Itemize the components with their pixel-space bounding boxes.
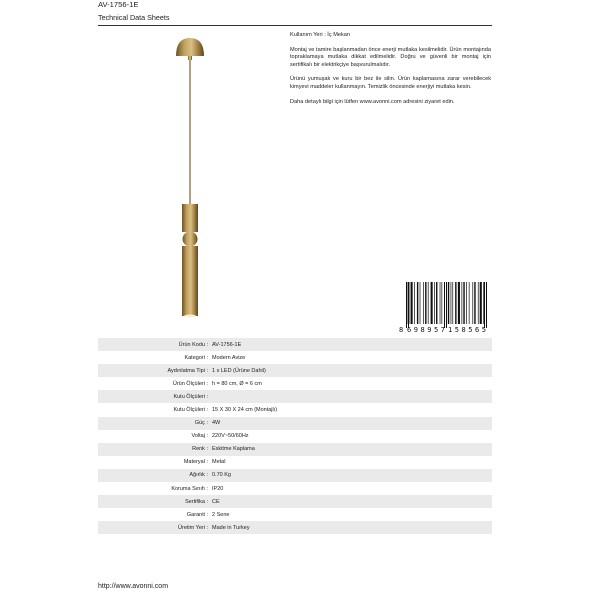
spec-label: Garanti :	[186, 511, 208, 518]
barcode-bar	[451, 282, 452, 324]
barcode-bar	[478, 282, 479, 324]
spec-row	[98, 482, 492, 495]
spec-label: Kategori :	[184, 354, 208, 361]
spec-row	[98, 430, 492, 443]
header-divider	[98, 25, 492, 26]
spec-label: Ürün Ölçüleri :	[172, 380, 208, 387]
barcode-guard-bar	[444, 282, 445, 328]
barcode-bar	[441, 282, 442, 324]
spec-label: Ağırlık :	[189, 472, 208, 479]
barcode-digit-first: 8	[399, 326, 404, 334]
spec-label: Kutu Ölçüleri :	[173, 407, 208, 414]
barcode-bar	[431, 282, 433, 324]
barcode-bar	[455, 282, 456, 324]
spec-label: Koruma Sınıfı :	[171, 485, 208, 492]
spec-label: Materyal :	[183, 459, 208, 466]
barcode-bar	[423, 282, 424, 324]
barcode-bar	[414, 282, 415, 324]
spec-label: Voltaj :	[191, 433, 208, 440]
website-url[interactable]: http://www.avonni.com	[98, 583, 169, 590]
spec-value: CE	[212, 498, 220, 505]
spec-row	[98, 364, 492, 377]
barcode-bar	[428, 282, 429, 324]
spec-value: AV-1756-1E	[212, 341, 242, 348]
spec-label: Üretim Yeri :	[178, 524, 208, 531]
spec-label: Sertifika :	[185, 498, 208, 505]
barcode	[398, 280, 490, 334]
spec-value: Modern Avize	[212, 354, 246, 361]
spec-row	[98, 495, 492, 508]
spec-value: Eskitme Kaplama	[212, 446, 255, 453]
barcode-digits-left: 698957	[407, 326, 445, 334]
barcode-bar	[458, 282, 460, 324]
spec-label: Renk :	[192, 446, 208, 453]
barcode-bar	[440, 282, 441, 324]
spec-value: 4W	[212, 420, 221, 427]
spec-label: Ürün Kodu :	[178, 341, 208, 348]
usage-info	[290, 32, 491, 113]
spec-value: 0.70 Kg	[212, 472, 231, 479]
spec-row	[98, 443, 492, 456]
barcode-bar	[483, 282, 484, 324]
barcode-guard-bar	[406, 282, 407, 328]
pendant-lamp-icon	[160, 36, 220, 326]
spec-label: Kutu Ölçüleri :	[173, 393, 208, 400]
spec-row	[98, 403, 492, 416]
spec-row	[98, 508, 492, 521]
barcode-bar	[417, 282, 418, 324]
barcode-bar	[463, 282, 464, 324]
spec-row	[98, 469, 492, 482]
barcode-guard-bar	[486, 282, 487, 328]
spec-row	[98, 351, 492, 364]
barcode-bar	[472, 282, 473, 324]
product-code-title: AV-1756-1E	[98, 0, 139, 9]
barcode-bar	[420, 282, 421, 324]
barcode-guard-bar	[446, 282, 447, 328]
spec-value: Metal	[212, 459, 226, 466]
spec-value: Made in Turkey	[212, 524, 250, 531]
barcode-guard-bar	[408, 282, 409, 328]
barcode-bar	[452, 282, 453, 324]
spec-row	[98, 521, 492, 534]
barcode-bar	[474, 282, 475, 324]
barcode-guard-bar	[484, 282, 485, 328]
spec-row	[98, 390, 492, 403]
barcode-bar	[436, 282, 437, 324]
spec-label: Güç :	[194, 420, 208, 427]
spec-value: 15 X 30 X 24 cm (Montajlı)	[212, 407, 278, 414]
barcode-digits-right: 158565	[448, 326, 486, 334]
spec-row	[98, 377, 492, 390]
barcode-bars	[406, 282, 487, 328]
barcode-bar	[434, 282, 435, 324]
spec-value: IP20	[212, 485, 224, 492]
spec-value: 2 Sene	[212, 511, 230, 518]
barcode-bar	[462, 282, 463, 324]
spec-row	[98, 338, 492, 351]
spec-row	[98, 417, 492, 430]
barcode-bar	[448, 282, 449, 324]
barcode-bar	[480, 282, 482, 324]
spec-table	[98, 338, 492, 534]
barcode-bar	[411, 282, 413, 324]
document-subtitle: Technical Data Sheets	[98, 13, 170, 22]
spec-label: Aydınlatma Tipi :	[167, 367, 208, 374]
website-note: Daha detaylı bilgi için lütfen www.avonni.com adresini ziyaret edin.	[290, 98, 455, 105]
usage-location: Kullanım Yeri : İç Mekan	[290, 32, 351, 38]
cleaning-instructions: Ürünü yumuşak ve kuru bir bez ile silin. Ürün kaplamasına zarar verebilecek kimyevi maddeler kullanmayın. Temizlik öncesinde enerjiyi mutlaka kesin.	[290, 76, 491, 90]
barcode-bar	[425, 282, 426, 324]
spec-value: 220V~50/60Hz	[212, 433, 249, 440]
barcode-bar	[466, 282, 467, 324]
barcode-bar	[469, 282, 470, 324]
safety-warning: Montaj ve tamire başlanmadan önce enerji mutlaka kesilmelidir. Ürün montajında topraklamaya mutlaka dikkat edilmelidir. Doğru ve güvenli bir montaj için sertifikalı bir elektrikçiye başvurulmalıdır.	[290, 46, 491, 68]
spec-value: h = 80 cm, Ø = 6 cm	[212, 380, 262, 387]
spec-value: 1 x LED (Ürüne Dahil)	[212, 367, 266, 374]
spec-row	[98, 456, 492, 469]
